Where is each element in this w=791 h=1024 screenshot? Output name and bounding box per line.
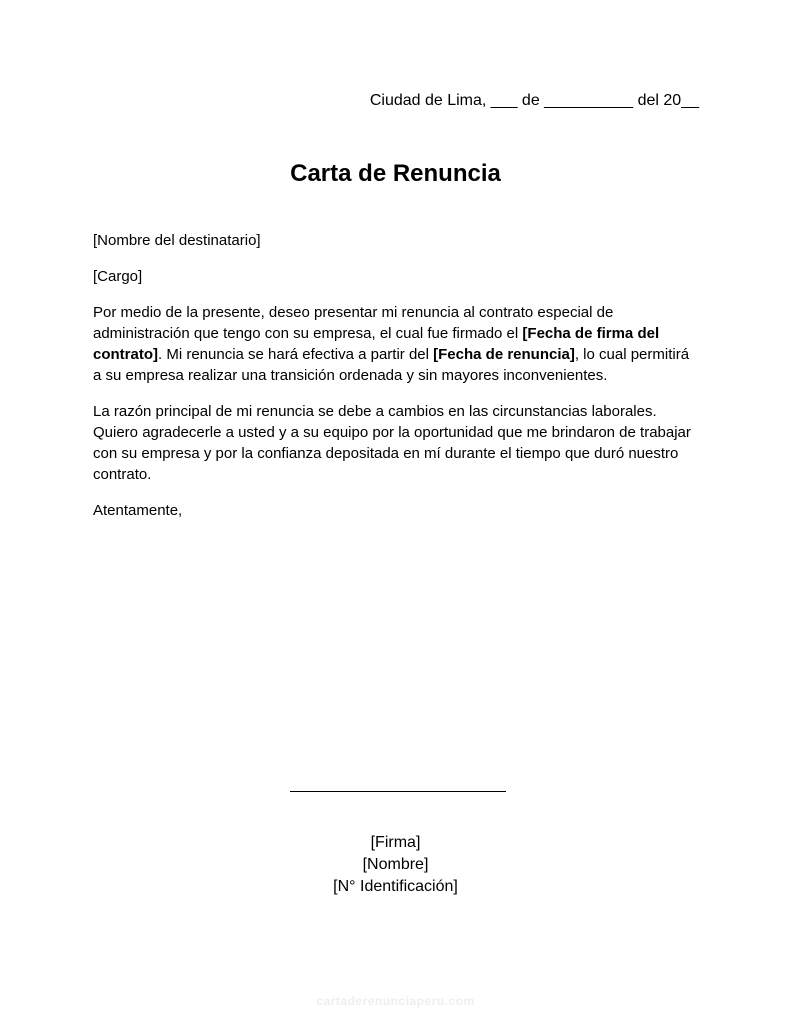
paragraph-resignation bbox=[93, 302, 699, 386]
date-line: Ciudad de Lima, ___ de __________ del 20__ bbox=[369, 92, 699, 109]
resignation-date-placeholder: [Fecha de renuncia] bbox=[433, 346, 575, 363]
recipient-position: [Cargo] bbox=[93, 268, 143, 285]
letter-body bbox=[93, 230, 699, 536]
identification-placeholder: [N° Identificación] bbox=[333, 878, 458, 895]
signature-line bbox=[290, 791, 506, 792]
closing: Atentamente, bbox=[93, 502, 183, 519]
paragraph-resignation-text-2: . Mi renuncia se hará efectiva a partir del bbox=[158, 346, 434, 363]
paragraph-reason: La razón principal de mi renuncia se debe a cambios en las circunstancias laborales. Quiero agradecerle a usted y a su equipo por la oportunidad que me brindaron de trabajar con su empresa y por la confianza depositada en mí durante el tiempo que duró nuestro contrato. bbox=[93, 403, 691, 483]
signature-placeholder: [Firma] bbox=[370, 834, 421, 851]
name-placeholder: [Nombre] bbox=[362, 856, 429, 873]
signature-block bbox=[0, 832, 791, 898]
recipient-name: [Nombre del destinatario] bbox=[93, 232, 261, 249]
contract-signing-date-placeholder: [Fecha de firma del contrato] bbox=[93, 325, 660, 363]
watermark: cartaderenunciaperu.com bbox=[316, 994, 475, 1008]
letter-title: Carta de Renuncia bbox=[290, 160, 501, 187]
paragraph-resignation-text-1: Por medio de la presente, deseo presentar mi renuncia al contrato especial de administración que tengo con su empresa, el cual fue firmado el bbox=[93, 304, 614, 342]
paragraph-resignation-text-3: , lo cual permitirá a su empresa realizar una transición ordenada y sin mayores inconvenientes. bbox=[93, 346, 690, 384]
